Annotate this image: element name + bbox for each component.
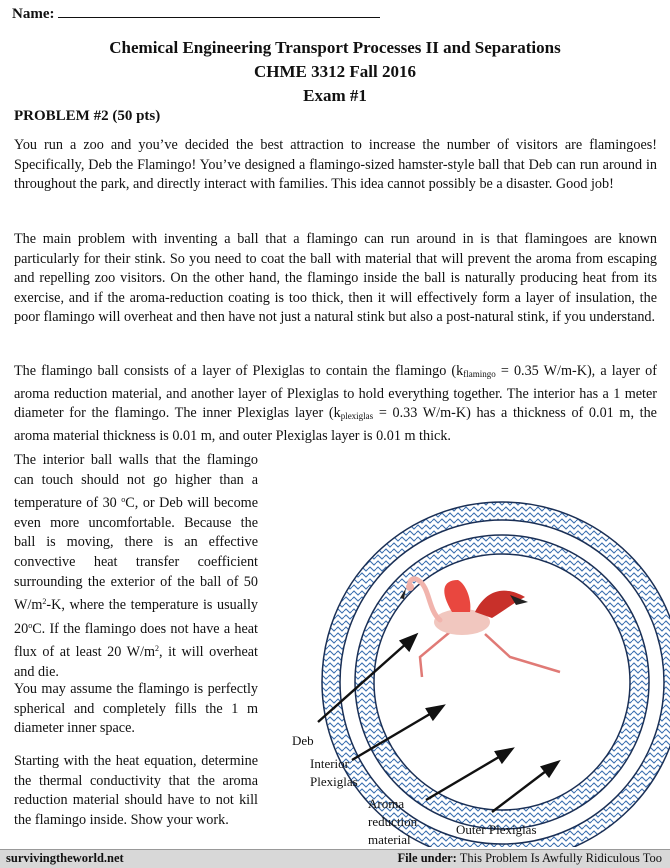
paragraph-ball-layers: The flamingo ball consists of a layer of Plexiglas to contain the flamingo ($k_{flamingo} = 0.35$ W/m-K), a layer of aroma reduction material, and another layer of Plexiglas to hold everything together. The interior has a 1 meter diameter for the flamingo. The inner Plexiglas layer ($k_{plexiglas} = 0.33$ W/m-K) has a thickness of 0.01 m, the aroma material thickness is 0.01 m, and outer Plexiglas layer is 0.01 m thick. [14,363,657,444]
label-aroma-line3: material [368,832,411,847]
label-deb: Deb [292,733,314,748]
paragraph-task: Starting with the heat equation, determine the thermal conductivity that the aroma reduction material should have to not kill the flamingo inside. Show your work. [14,753,258,828]
course-code: CHME 3312 Fall 2016 [254,62,416,81]
paragraph-intro: You run a zoo and you’ve decided the best attraction to increase the number of visitors are flamingoes! Specifically, Deb the Flamingo! You’ve designed a flamingo-sized hamster-style ball that Deb can run around in throughout the park, and directly interact with families. This idea cannot possibly be a disaster. Good job! [14,137,657,193]
paragraph-stink: The main problem with inventing a ball that a flamingo can run around in is that flamingoes are known particularly for their stink. So you need to coat the ball with material that will prevent the aroma from escaping and repelling zoo visitors. On the other hand, the flamingo inside the ball is naturally producing heat from its exercise, and if the aroma-reduction coating is too thick, then it will effectively form a layer of insulation, the poor flamingo will overheat and then have not just a natural stink but also a post-natural stink, if you understand. [14,231,657,326]
label-interior-line2: Plexiglas [310,774,358,789]
label-aroma-line2: reduction [368,814,418,829]
paragraph-assumption: You may assume the flamingo is perfectly spherical and completely fills the 1 m diameter inner space. [14,681,258,737]
label-interior-line1: Interior [310,756,349,771]
course-title: Chemical Engineering Transport Processes II and Separations [109,38,561,57]
problem-title: PROBLEM #2 (50 pts) [14,108,161,124]
flamingo-ball-diagram [280,452,670,847]
name-blank-line [58,4,380,18]
label-outer-plexiglas: Outer Plexiglas [456,822,537,837]
paragraph-conditions: The interior ball walls that the flamingo can touch should not go higher than a temperature of 30 $^o$C, or Deb will become even more uncomfortable. Because the ball is moving, there is an effective convective heat transfer coefficient surrounding the exterior of the ball of 50 $W/m^2-K$, where the temperature is usually 20$^o$C. If the flamingo does not have a heat flux of at least 20 $W/m^2$, it will overheat and die. [14,452,259,680]
exam-number: Exam #1 [303,86,367,105]
page-footer [0,849,670,868]
footer-file-under: File under: This Problem Is Awfully Ridiculous Too [397,851,662,865]
label-aroma-line1: Aroma [368,796,405,811]
name-field [12,4,380,23]
name-label: Name: [12,6,55,22]
footer-site: survivingtheworld.net [6,851,124,865]
